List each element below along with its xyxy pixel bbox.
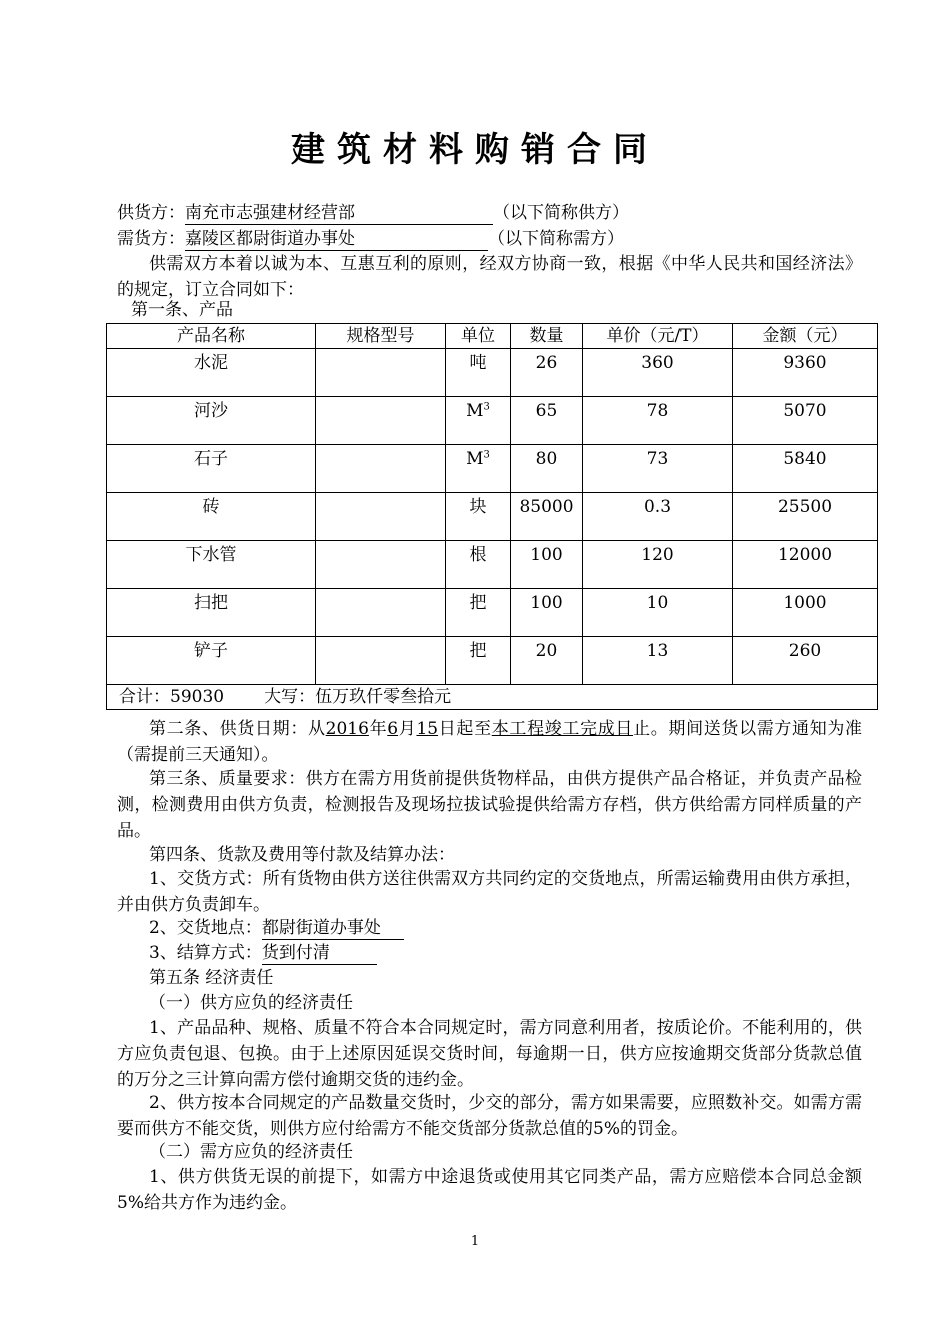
cell-spec (316, 589, 446, 637)
cell-unit (446, 589, 511, 637)
table-row (107, 397, 878, 445)
table-row (107, 541, 878, 589)
unit-text: M (466, 401, 484, 421)
cell-unit (446, 445, 511, 493)
table-row (107, 349, 878, 397)
delivery-place-value: 都尉街道办事处 (262, 918, 404, 940)
article1-heading: 第一条、产品 (131, 300, 233, 320)
supplier-label: 供货方： (117, 203, 185, 223)
buyer-name: 嘉陵区都尉街道办事处 (185, 229, 488, 251)
settlement-value: 货到付清 (262, 943, 377, 965)
clause1-2-paragraph: 2、供方按本合同规定的产品数量交货时，少交的部分，需方如果需要，应照数补交。如需方需要而供方不能交货，则供方应付给需方不能交货部分货款总值的5%的罚金。 (117, 1093, 862, 1139)
cell-unit (446, 397, 511, 445)
total-cell (107, 685, 878, 710)
cell-unit-price: 78 (583, 397, 733, 445)
unit-text: M (466, 449, 484, 469)
section1-heading: （一）供方应负的经济责任 (149, 993, 353, 1013)
cell-quantity: 20 (511, 637, 583, 685)
table-row (107, 589, 878, 637)
supplier-name: 南充市志强建材经营部 (185, 203, 493, 225)
cell-unit-price: 120 (583, 541, 733, 589)
intro-paragraph: 供需双方本着以诚为本、互惠互利的原则，经双方协商一致，根据《中华人民共和国经济法》的规定，订立合同如下： (117, 254, 862, 300)
delivery-place-label: 2、交货地点： (149, 918, 262, 938)
capital-label: 大写： (264, 687, 316, 707)
start-month: 6 (387, 719, 399, 739)
buyer-suffix: （以下简称需方） (488, 229, 624, 249)
cell-unit (446, 349, 511, 397)
cell-unit (446, 637, 511, 685)
cell-name: 石子 (107, 445, 316, 493)
unit-text: 根 (469, 545, 487, 565)
cell-unit (446, 493, 511, 541)
cell-unit-price: 10 (583, 589, 733, 637)
page-title: 建筑材料购销合同 (291, 130, 659, 170)
month-unit: 月 (398, 719, 417, 739)
year-unit: 年 (368, 719, 388, 739)
cell-amount: 5070 (733, 397, 878, 445)
cell-unit (446, 541, 511, 589)
cell-amount: 1000 (733, 589, 878, 637)
cell-amount: 12000 (733, 541, 878, 589)
article4-heading: 第四条、货款及费用等付款及结算办法： (149, 845, 455, 865)
table-row (107, 445, 878, 493)
buyer-line (117, 226, 624, 252)
cell-unit-price: 360 (583, 349, 733, 397)
cell-amount: 5840 (733, 445, 878, 493)
unit-text: 块 (469, 497, 487, 517)
unit-superscript: 3 (483, 401, 490, 413)
cell-amount: 9360 (733, 349, 878, 397)
article2-paragraph (117, 716, 862, 768)
cell-name: 铲子 (107, 637, 316, 685)
cell-name: 扫把 (107, 589, 316, 637)
cell-unit-price: 73 (583, 445, 733, 493)
cell-quantity: 65 (511, 397, 583, 445)
cell-name: 砖 (107, 493, 316, 541)
cell-spec (316, 541, 446, 589)
supplier-suffix: （以下简称供方） (493, 203, 629, 223)
settlement-label: 3、结算方式： (149, 943, 262, 963)
supplier-line (117, 200, 629, 226)
header-unit-price: 单价（元/T） (583, 324, 733, 349)
cell-name: 河沙 (107, 397, 316, 445)
unit-superscript: 3 (483, 449, 490, 461)
total-row (107, 685, 878, 710)
capital-value: 伍万玖仟零叁拾元 (315, 687, 452, 707)
cell-name: 下水管 (107, 541, 316, 589)
cell-unit-price: 0.3 (583, 493, 733, 541)
article2-suffix: 止。期间送货以需方通知为准（需提前三天通知）。 (117, 719, 863, 765)
cell-unit-price: 13 (583, 637, 733, 685)
buyer-label: 需货方： (117, 229, 185, 249)
article5-heading: 第五条 经济责任 (149, 968, 274, 988)
cell-spec (316, 349, 446, 397)
unit-text: 吨 (469, 353, 487, 373)
cell-quantity: 100 (511, 589, 583, 637)
end-date: 本工程竣工完成日 (491, 719, 634, 739)
unit-text: 把 (469, 593, 487, 613)
header-quantity: 数量 (511, 324, 583, 349)
table-row (107, 493, 878, 541)
delivery-place-line (149, 915, 404, 941)
cell-spec (316, 637, 446, 685)
article3-paragraph: 第三条、质量要求：供方在需方用货前提供货物样品，由供方提供产品合格证，并负责产品检测，检测费用由供方负责，检测报告及现场拉拔试验提供给需方存档，供方供给需方同样质量的产品。 (117, 769, 862, 841)
article2-mid: 日起至 (438, 719, 492, 739)
cell-amount: 25500 (733, 493, 878, 541)
header-name: 产品名称 (107, 324, 316, 349)
cell-quantity: 85000 (511, 493, 583, 541)
product-table (106, 323, 878, 710)
delivery-method-paragraph: 1、交货方式：所有货物由供方送往供需双方共同约定的交货地点，所需运输费用由供方承担，并由供方负责卸车。 (117, 869, 862, 915)
cell-name: 水泥 (107, 349, 316, 397)
cell-quantity: 80 (511, 445, 583, 493)
header-unit: 单位 (446, 324, 511, 349)
cell-spec (316, 493, 446, 541)
header-amount: 金额（元） (733, 324, 878, 349)
header-spec: 规格型号 (316, 324, 446, 349)
table-header-row (107, 324, 878, 349)
settlement-line (149, 940, 377, 966)
section2-heading: （二）需方应负的经济责任 (149, 1142, 353, 1162)
table-row (107, 637, 878, 685)
clause2-1-paragraph: 1、供方供货无误的前提下，如需方中途退货或使用其它同类产品，需方应赔偿本合同总金额5%给共方作为违约金。 (117, 1167, 862, 1213)
cell-spec (316, 445, 446, 493)
page-number: 1 (470, 1234, 480, 1249)
start-day: 15 (416, 719, 439, 739)
cell-quantity: 26 (511, 349, 583, 397)
article2-prefix: 第二条、供货日期：从 (149, 719, 326, 739)
clause1-1-paragraph: 1、产品品种、规格、质量不符合本合同规定时，需方同意利用者，按质论价。不能利用的，供方应负责包退、包换。由于上述原因延误交货时间，每逾期一日，供方应按逾期交货部分货款总值的万分之三计算向需方偿付逾期交货的违约金。 (117, 1018, 862, 1090)
start-year: 2016 (325, 719, 369, 739)
cell-quantity: 100 (511, 541, 583, 589)
total-label: 合计： (119, 687, 170, 707)
cell-amount: 260 (733, 637, 878, 685)
cell-spec (316, 397, 446, 445)
unit-text: 把 (469, 641, 487, 661)
total-value: 59030 (170, 687, 225, 707)
